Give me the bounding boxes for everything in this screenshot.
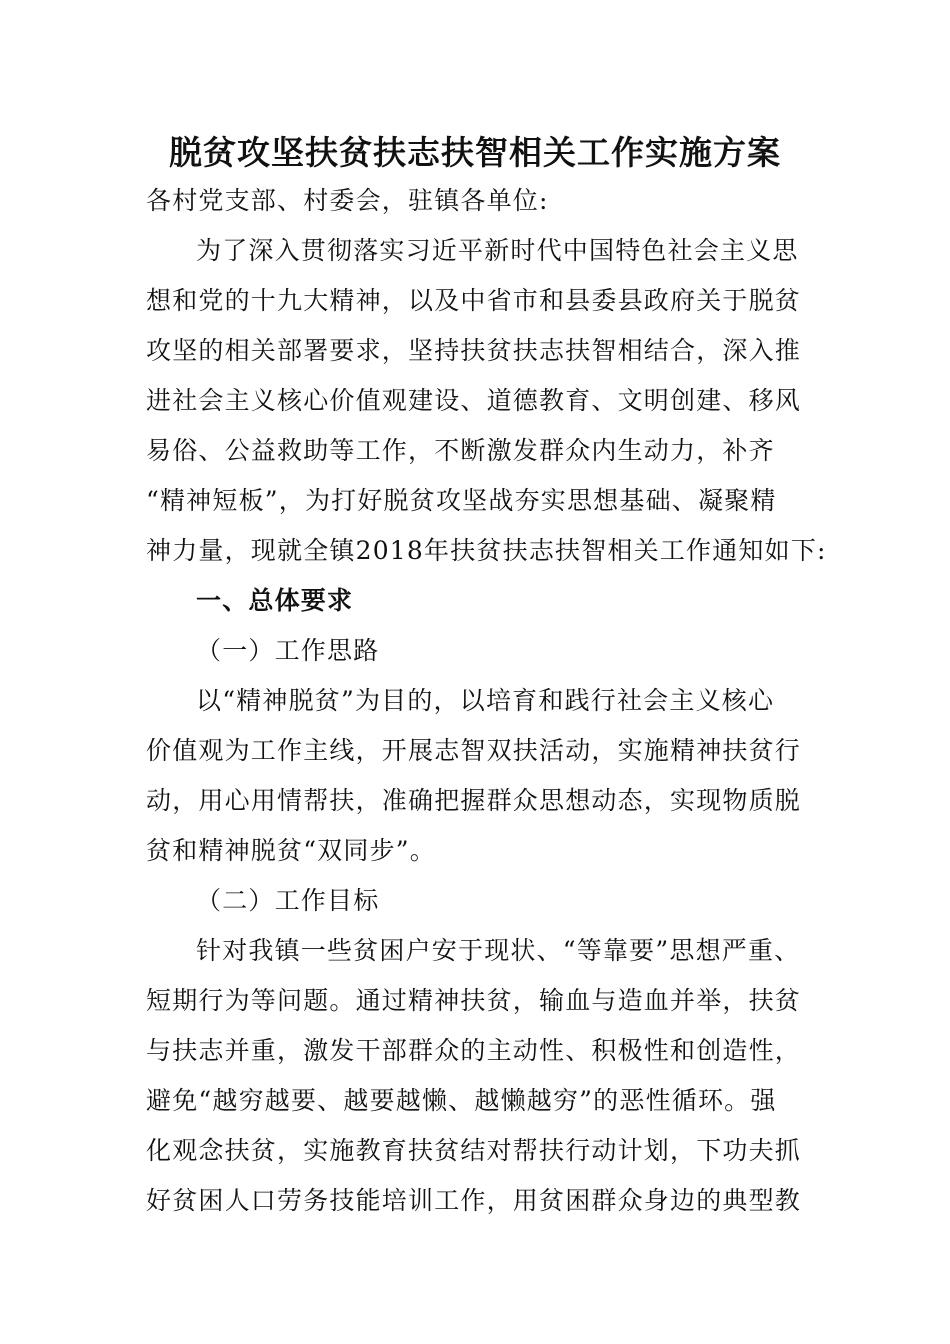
intro-line-7: 神力量，现就全镇2018年扶贫扶志扶智相关工作通知如下: [146,536,827,565]
sub2-line-1: 针对我镇一些贫困户安于现状、“等靠要”思想严重、 [196,936,801,965]
sub2-line-5: 化观念扶贫，实施教育扶贫结对帮扶行动计划，下功夫抓 [146,1136,802,1165]
sub1-line-2: 价值观为工作主线，开展志智双扶活动，实施精神扶贫行 [146,736,802,765]
sub1-line-1: 以“精神脱贫”为目的，以培育和践行社会主义核心 [196,686,775,715]
sub2-line-2: 短期行为等问题。通过精神扶贫，输血与造血并举，扶贫 [146,986,802,1015]
section-heading-1: 一、总体要求 [196,586,354,615]
document-title: 脱贫攻坚扶贫扶志扶智相关工作实施方案 [169,133,781,172]
intro-line-4: 进社会主义核心价值观建设、道德教育、文明创建、移风 [146,386,802,415]
subsection-heading-1: （一）工作思路 [196,636,380,665]
intro-line-3: 攻坚的相关部署要求，坚持扶贫扶志扶智相结合，深入推 [146,336,802,365]
salutation: 各村党支部、村委会，驻镇各单位: [146,186,549,215]
sub2-line-3: 与扶志并重，激发干部群众的主动性、积极性和创造性， [146,1036,802,1065]
sub2-line-6: 好贫困人口劳务技能培训工作，用贫困群众身边的典型教 [146,1186,802,1215]
intro-line-1: 为了深入贯彻落实习近平新时代中国特色社会主义思 [196,236,799,265]
intro-line-5: 易俗、公益救助等工作，不断激发群众内生动力，补齐 [146,436,775,465]
intro-line-6: “精神短板”，为打好脱贫攻坚战夯实思想基础、凝聚精 [146,486,777,515]
sub1-line-3: 动，用心用情帮扶，准确把握群众思想动态，实现物质脱 [146,786,802,815]
sub2-line-4: 避免“越穷越要、越要越懒、越懒越穷”的恶性循环。强 [146,1086,777,1115]
sub1-line-4: 贫和精神脱贫“双同步”。 [146,836,436,865]
intro-line-2: 想和党的十九大精神，以及中省市和县委县政府关于脱贫 [146,286,802,315]
subsection-heading-2: （二）工作目标 [196,886,380,915]
